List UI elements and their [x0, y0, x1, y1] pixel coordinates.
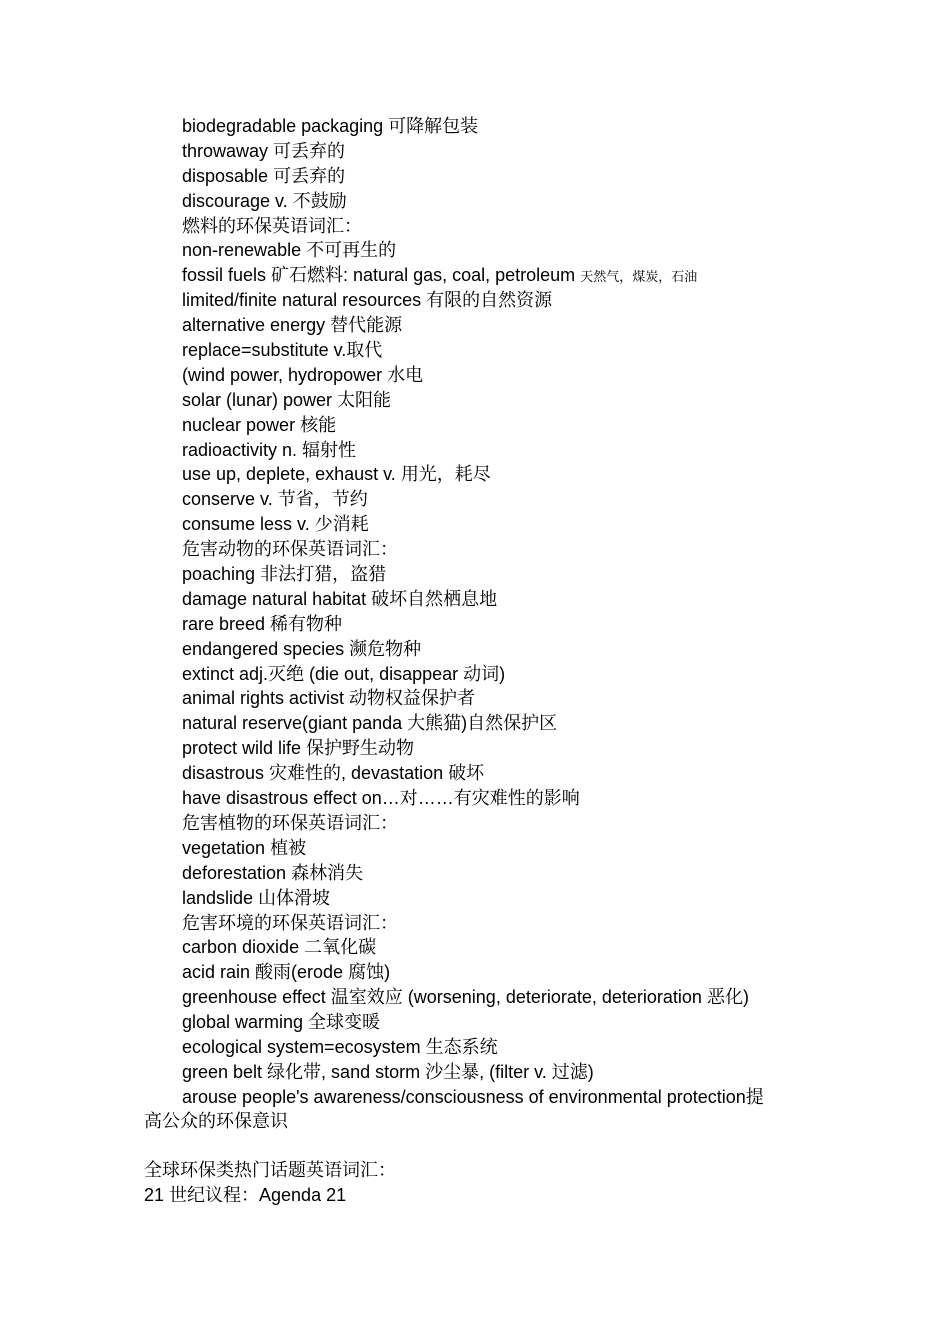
vocab-line: disposable 可丢弃的	[182, 165, 346, 186]
category-heading-environment: 危害环境的环保英语词汇：	[182, 912, 398, 933]
vocab-line: animal rights activist 动物权益保护者	[182, 688, 476, 709]
fossil-fuels-note: 天然气，煤炭，石油	[580, 269, 698, 285]
vocab-line: disastrous 灾难性的, devastation 破坏	[182, 763, 485, 784]
vocab-line: damage natural habitat 破坏自然栖息地	[182, 588, 498, 609]
vocab-line: conserve v. 节省，节约	[182, 489, 368, 510]
vocab-line-fossil-fuels	[182, 263, 822, 288]
vocab-line: arouse people's awareness/consciousness of environmental protection提	[182, 1086, 764, 1107]
vocab-line: radioactivity n. 辐射性	[182, 439, 357, 460]
vocab-line: non-renewable 不可再生的	[182, 240, 397, 261]
vocab-line: have disastrous effect on…对……有灾难性的影响	[182, 788, 580, 809]
vocab-line: vegetation 植被	[182, 837, 307, 858]
section-heading: 全球环保类热门话题英语词汇：	[144, 1160, 396, 1180]
vocab-line: green belt 绿化带, sand storm 沙尘暴, (filter v. 过滤)	[182, 1061, 594, 1082]
vocab-line: deforestation 森林消失	[182, 862, 364, 883]
vocab-line: ecological system=ecosystem 生态系统	[182, 1036, 498, 1057]
vocab-line: landslide 山体滑坡	[182, 887, 331, 908]
vocab-line: nuclear power 核能	[182, 414, 337, 435]
vocab-line: poaching 非法打猎，盗猎	[182, 564, 387, 585]
vocab-line: extinct adj.灭绝 (die out, disappear 动词)	[182, 663, 506, 684]
category-heading-plants: 危害植物的环保英语词汇：	[182, 812, 398, 833]
vocab-line: global warming 全球变暖	[182, 1012, 381, 1033]
vocab-line: discourage v. 不鼓励	[182, 190, 347, 211]
vocab-line: solar (lunar) power 太阳能	[182, 389, 392, 410]
vocab-line: limited/finite natural resources 有限的自然资源	[182, 290, 553, 311]
vocab-line: use up, deplete, exhaust v. 用光，耗尽	[182, 464, 491, 485]
vocabulary-list	[182, 114, 822, 1110]
category-heading-fuels: 燃料的环保英语词汇：	[182, 215, 362, 236]
hot-topics-section	[144, 1158, 396, 1208]
vocab-line: natural reserve(giant panda 大熊猫)自然保护区	[182, 713, 558, 734]
agenda-line: 21 世纪议程：Agenda 21	[144, 1185, 347, 1205]
vocab-line: protect wild life 保护野生动物	[182, 738, 415, 759]
vocab-line: alternative energy 替代能源	[182, 315, 403, 336]
wrapped-line-continuation: 高公众的环保意识	[144, 1111, 288, 1131]
vocab-line: carbon dioxide 二氧化碳	[182, 937, 377, 958]
fossil-fuels-text: fossil fuels 矿石燃料: natural gas, coal, petroleum	[182, 265, 576, 286]
vocab-line: consume less v. 少消耗	[182, 514, 369, 535]
vocab-line: throwaway 可丢弃的	[182, 140, 346, 161]
vocab-line: replace=substitute v.取代	[182, 340, 383, 361]
vocab-line: endangered species 濒危物种	[182, 638, 422, 659]
vocab-line: rare breed 稀有物种	[182, 613, 343, 634]
vocab-line: (wind power, hydropower 水电	[182, 364, 424, 385]
vocab-line: acid rain 酸雨(erode 腐蚀)	[182, 962, 391, 983]
category-heading-animals: 危害动物的环保英语词汇：	[182, 539, 398, 560]
vocab-line: greenhouse effect 温室效应 (worsening, deteriorate, deterioration 恶化)	[182, 987, 749, 1008]
vocab-line: biodegradable packaging 可降解包装	[182, 116, 479, 136]
